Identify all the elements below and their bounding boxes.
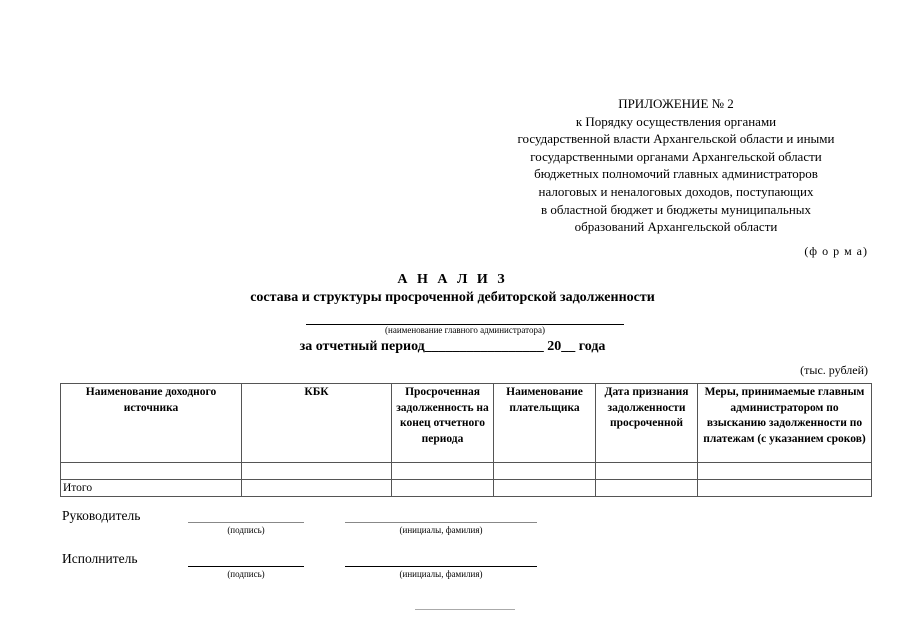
appendix-line-1: ПРИЛОЖЕНИЕ № 2: [618, 96, 734, 111]
appendix-line-8: образований Архангельской области: [574, 219, 778, 235]
head-label: Руководитель: [62, 508, 141, 523]
col-header-overdue-date: Дата признания задолженности просроченной: [596, 384, 698, 463]
executor-signature-line: [188, 566, 304, 567]
table-cell: [61, 463, 242, 480]
appendix-line-7: в областной бюджет и бюджеты муниципальных: [540, 201, 812, 217]
head-signature-line: [188, 522, 304, 523]
head-name-caption: (инициалы, фамилия): [399, 525, 483, 535]
head-signature-caption: (подпись): [227, 525, 265, 535]
debt-table: [60, 383, 872, 497]
col-header-measures: Меры, принимаемые главным администратором по взысканию задолженности по платежам (с указанием сроков): [698, 384, 872, 463]
executor-label: Исполнитель: [62, 551, 138, 566]
reporting-period: за отчетный период_________________ 20__ года: [299, 339, 606, 354]
table-cell: [242, 480, 392, 497]
table-cell: [596, 463, 698, 480]
document-title: А Н А Л И З: [397, 272, 508, 287]
appendix-line-5: бюджетных полномочий главных администраторов: [534, 166, 818, 182]
head-name-line: [345, 522, 537, 523]
admin-name-caption: (наименование главного администратора): [385, 325, 545, 335]
units-label: (тыс. рублей): [800, 363, 868, 377]
table-cell: [494, 480, 596, 497]
executor-name-caption: (инициалы, фамилия): [399, 569, 483, 579]
table-total-row: [61, 480, 872, 497]
col-header-kbk: КБК: [242, 384, 392, 463]
table-cell: [392, 463, 494, 480]
appendix-block: [478, 95, 874, 236]
footnote-separator: [415, 609, 515, 610]
appendix-line-3: государственной власти Архангельской области и иными: [517, 131, 835, 147]
table-cell: [494, 463, 596, 480]
appendix-line-2: к Порядку осуществления органами: [575, 113, 777, 129]
appendix-line-4: государственными органами Архангельской области: [530, 148, 822, 164]
form-label: (ф о р м а): [804, 244, 868, 258]
document-subtitle: состава и структуры просроченной дебиторской задолженности: [250, 290, 655, 305]
col-header-payer-name: Наименование плательщика: [494, 384, 596, 463]
total-label: Итого: [61, 480, 242, 497]
executor-signature-caption: (подпись): [227, 569, 265, 579]
table-cell: [596, 480, 698, 497]
table-cell: [698, 463, 872, 480]
table-header-row: [61, 384, 872, 463]
appendix-line-6: налоговых и неналоговых доходов, поступающих: [538, 183, 814, 199]
col-header-overdue-debt: Просроченная задолженность на конец отчетного периода: [392, 384, 494, 463]
executor-name-line: [345, 566, 537, 567]
col-header-income-source: Наименование доходного источника: [61, 384, 242, 463]
table-row: [61, 463, 872, 480]
table-cell: [698, 480, 872, 497]
table-cell: [242, 463, 392, 480]
table-cell: [392, 480, 494, 497]
